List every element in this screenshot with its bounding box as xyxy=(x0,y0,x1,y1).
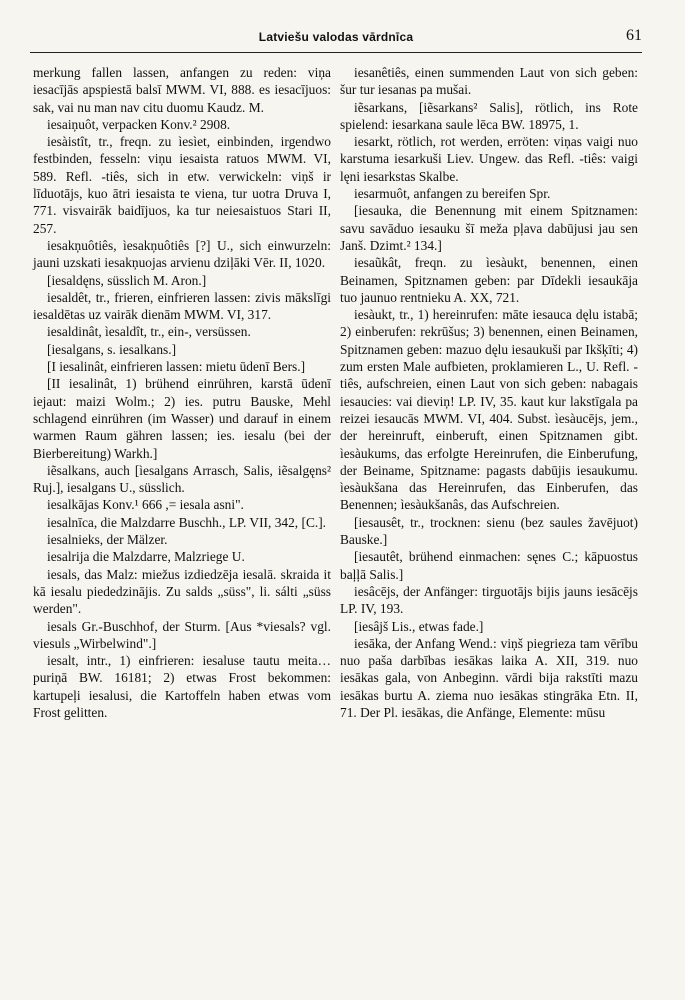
entry-iesauset: [iesausêt, tr., trocknen: sienu (bez saules žavējuot) Bauske.] xyxy=(340,514,638,548)
entry-iesalinat-2: [II iesalinât, 1) brühend einrühren, karstā ūdenī iejaut: maizi Wolm.; 2) ies. putru Bauske, Mehl schlagend einrühren (im Wasser) und darauf in einem warmen Raum gähren lassen; ies. iesalu (bei der Bierbereitung) Warkh.] xyxy=(33,376,331,461)
entry-iesarkans: iẽsarkans, [iẽsarkans² Salis], rötlich, ins Rote spielend: iesarkana saule lēca BW. 18975, 1. xyxy=(340,99,638,132)
entry-iesalrija: iesalrija die Malzdarre, Malzriege U. xyxy=(47,549,245,565)
entry-iesals-sturm: iesals Gr.-Buschhof, der Sturm. [Aus *viesals? vgl. viesuls „Wirbelwind".] xyxy=(33,618,331,651)
entry-iesajs: [iesâjš Lis., etwas fade.] xyxy=(354,618,484,634)
page-header xyxy=(30,26,642,48)
entry-iesalinat-1: [I iesalinât, einfrieren lassen: mietu ūdenī Bers.] xyxy=(47,359,306,375)
entry-iesautet: [iesautêt, brühend einmachen: sęnes C.; kāpuostus baļļā Salis.] xyxy=(340,549,638,582)
entry-iesals-malz: iesals, das Malz: miežus izdiedzēja iesalā. skraida it kā iesalu piededzinājis. Zu salds „süss", li. sálti „süss werden". xyxy=(33,566,331,617)
entry-continuation: merkung fallen lassen, anfangen zu reden: viņa iesacījās apspiestā balsī MWM. VI, 888. es iesacījuos: sak, vai nu man nav citu duomu Kaudz. M. xyxy=(33,65,331,115)
entry-iesalnica: iesalnīca, die Malzdarre Buschh., LP. VII, 342, [C.]. xyxy=(47,514,327,530)
entry-iesaneties: iesanêtiês, einen summenden Laut von sich geben: šur tur iesanas pa mušai. xyxy=(340,65,638,98)
entry-iesalgans: [iesalgans, s. iesalkans.] xyxy=(47,341,177,357)
header-rule xyxy=(30,52,642,53)
entry-iesaldet: iesaldêt, tr., frieren, einfrieren lassen: zivis mākslīgi iesaldētas uz vairāk dienām MWM. VI, 317. xyxy=(33,289,331,323)
left-column xyxy=(33,64,331,721)
entry-iesainuot: iesaiņuôt, verpacken Konv.² 2908. xyxy=(47,116,231,132)
entry-iesalkans: iẽsalkans, auch [ìesalgans Arrasch, Salis, iẽsalgęns² Ruj.], iesalgans U., süsslich. xyxy=(33,462,331,496)
right-column xyxy=(340,64,638,721)
running-title: Latviešu valodas vārdnīca xyxy=(258,30,414,44)
entry-iesalt: iesalt, intr., 1) einfrieren: iesaluse tautu meita… puriņā BW. 16181; 2) etwas Frost bekommen: kartupeļi iesalusi, die Kartoffeln haben etwas vom Frost gelitten. xyxy=(33,653,331,720)
entry-iesaldinat: iesaldinât, ìesaldît, tr., ein-, versüssen. xyxy=(47,324,251,340)
page-number: 61 xyxy=(626,27,642,44)
entry-iesaka: iesāka, der Anfang Wend.: viņš piegrieza tam vērību nuo paša darbības iesākas laika A. XII, 319. nuo iesākas gala, von Anbeginn. vārdi bija rakstīti mazu iesākas burtu A. ziema nuo iesākas stingrāka Etn. II, 71. Der Pl. iesākas, die Anfänge, Elemente: mūsu xyxy=(340,635,638,720)
entry-iesaldens: [iesaldęns, süsslich M. Aron.] xyxy=(47,272,207,288)
entry-iesauka: [iesauka, die Benennung mit einem Spitznamen: savu savāduo iesauku šī meža pļava dabūjusi jau sen Janš. Dzimt.² 134.] xyxy=(340,203,638,253)
entry-iesaistit: iesàistît, tr., freqn. zu ìesìet, einbinden, irgendwo festbinden, fesseln: viņu iesaista ratuos MWM. VI, 589. Refl. -tiês, sich in etw. verwickeln: viņš ir līduotājs, kuo ātri iesaista te viena, tur uotra Druva I, 771. visvairāk baidījuos, ka tur neiesaistuos Stari II, 257. xyxy=(33,134,331,236)
entry-iesarkt: iesarkt, rötlich, rot werden, erröten: viņas vaigi nuo karstuma iesarkuši Liev. Ungew. das Refl. -tiês: vaigi lęni iesarkstas Skalbe. xyxy=(340,134,638,184)
entry-iesalnieks: iesalnieks, der Mälzer. xyxy=(47,532,168,548)
entry-iesaukat: iesaũkât, freqn. zu ìesàukt, benennen, einen Beinamen, Spitznamen geben: par Dīdekli iesaukāja tuo jaunuo rentnieku A. XX, 721. xyxy=(340,255,638,305)
entry-iesarmuot: iesarmuôt, anfangen zu bereifen Spr. xyxy=(354,186,551,202)
entry-iesacejs: iesâcējs, der Anfänger: tirguotājs bijis jauns iesācējs LP. IV, 193. xyxy=(340,583,638,617)
entry-iesalkajas: iesalkājas Konv.¹ 666 ,= iesala asni". xyxy=(47,497,244,513)
entry-iesaukt: iesàukt, tr., 1) hereinrufen: māte iesauca dęlu istabā; 2) einberufen: rekrūšus; 3) benennen, einen Beinamen, Spitznamen geben: mazuo dęlu iesaukuši par Ikšķīti; 4) zum ersten Male aufbieten, proklamieren L., U. Refl. -tiês, aufschreien, einen Laut von sich geben: nabagais iesaucies: vai dieviņ! LP. IV, 35. kaut kur lakstīgala pa reizei iesaucās MWM. VI, 404. Subst. ìesàucējs, jem., der hereinruft, einberuft, einen Spitznamen gibt. ìesàukums, das erfolgte Hereinrufen, die Einberufung, der Beiname, Spitzname: pagasts dabūjis iesaukumu. ìesàukšana das Hereinrufen, das Einberufen, das Benennen; ìesàukšanâs, das Aufschreien. xyxy=(340,307,638,513)
entry-iesaknuoties: iesakņuôtiês, ìesakņuôtiês [?] U., sich einwurzeln: jauni uzskati iesakņuojas arvienu dziļāki Vēr. II, 1020. xyxy=(33,237,331,271)
